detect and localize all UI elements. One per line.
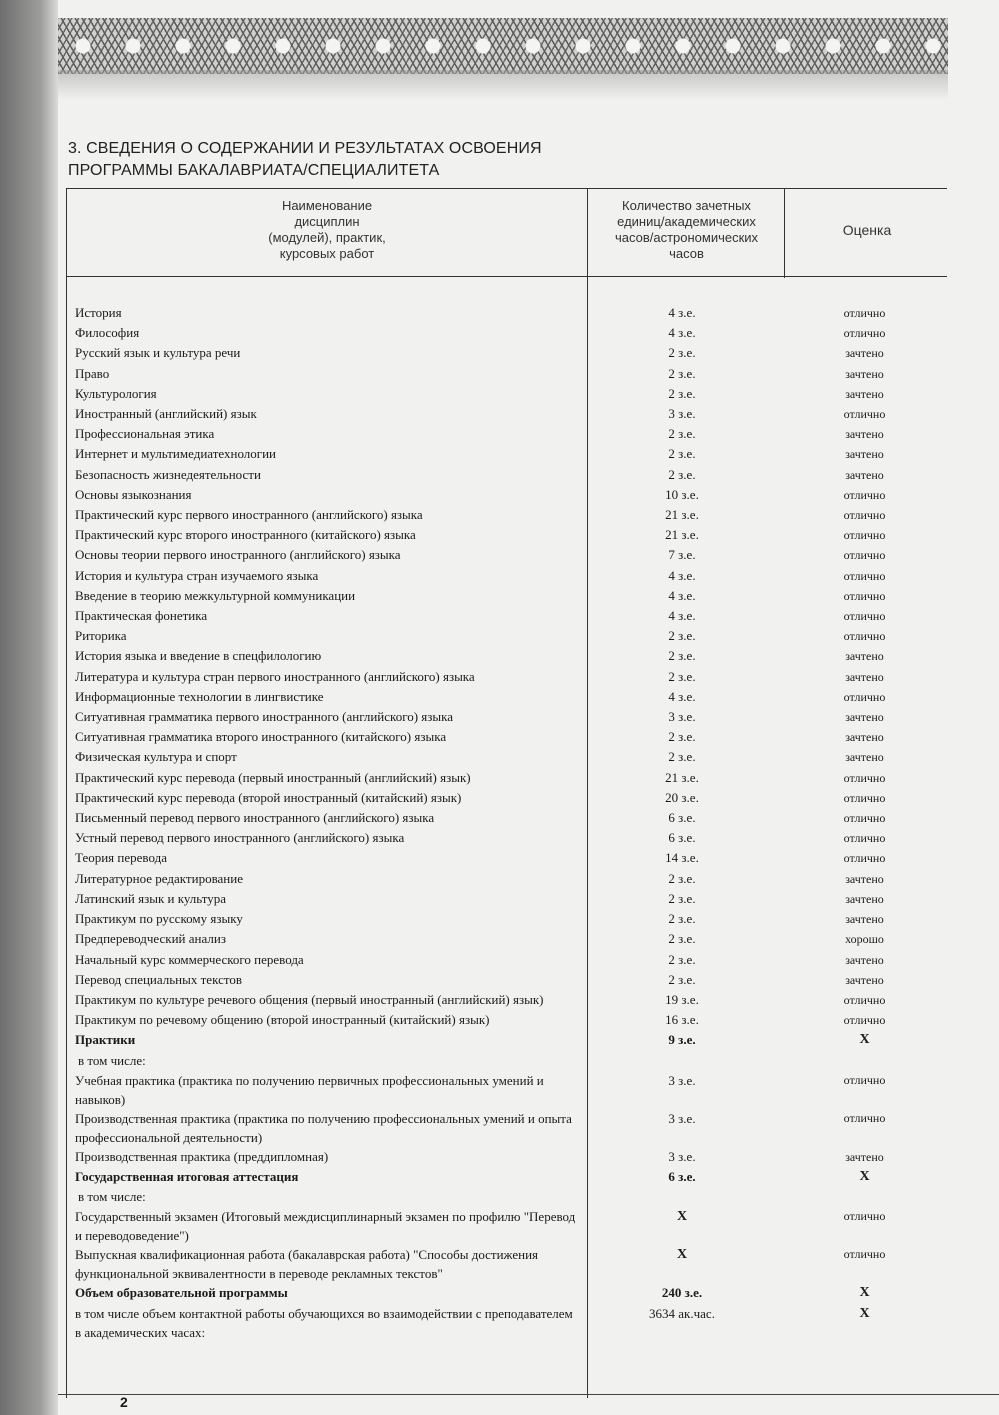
grade: отлично <box>843 851 886 866</box>
discipline-name: Учебная практика (практика по получению первичных профессиональных умений и навыков) <box>75 1072 544 1107</box>
discipline-name: Начальный курс коммерческого перевода <box>75 951 304 967</box>
discipline-name: История языка и введение в спецфилологию <box>75 648 322 664</box>
credit-amount: 3 з.е. <box>668 1072 696 1088</box>
credit-amount: 4 з.е. <box>668 688 696 704</box>
table-row <box>67 404 947 424</box>
discipline-name: Перевод специальных текстов <box>75 971 242 987</box>
discipline-name: Ситуативная грамматика первого иностранного (английского) языка <box>75 709 454 725</box>
discipline-name: Производственная практика (практика по получению профессиональных умений и опыта профессиональной деятельности) <box>75 1110 572 1145</box>
grade: X <box>859 1285 870 1301</box>
table-row <box>67 1283 947 1303</box>
credit-amount: 2 з.е. <box>668 870 696 886</box>
grade: зачтено <box>845 669 884 684</box>
table-row <box>67 1010 947 1030</box>
table-row <box>67 1245 947 1283</box>
discipline-name: Русский язык и культура речи <box>75 345 241 361</box>
credit-amount: 2 з.е. <box>668 931 696 947</box>
discipline-name: Иностранный (английский) язык <box>75 406 257 422</box>
table-row <box>67 707 947 727</box>
discipline-name: Основы языкознания <box>75 486 192 502</box>
credit-amount <box>582 1051 782 1071</box>
discipline-name: Литературное редактирование <box>75 870 243 886</box>
credit-amount: 4 з.е. <box>668 608 696 624</box>
grade: отлично <box>843 407 886 422</box>
header-qty-line: часов/астрономических <box>614 230 759 245</box>
table-row <box>67 505 947 525</box>
credit-amount: 2 з.е. <box>668 385 696 401</box>
grade: зачтено <box>845 386 884 401</box>
discipline-name: Право <box>75 365 110 381</box>
table-row <box>67 323 947 343</box>
discipline-name: в том числе: <box>78 1052 146 1068</box>
grade: отлично <box>843 770 886 785</box>
header-bottom-border <box>67 276 947 277</box>
grade: отлично <box>843 588 886 603</box>
table-row <box>67 1071 947 1109</box>
table-row <box>67 1109 947 1147</box>
credit-amount: 2 з.е. <box>668 749 696 765</box>
table-row <box>67 970 947 990</box>
discipline-name: Философия <box>75 325 140 341</box>
credit-amount: 2 з.е. <box>668 365 696 381</box>
discipline-name: Практикум по русскому языку <box>75 911 243 927</box>
credit-amount: 3634 ак.час. <box>649 1305 715 1321</box>
grade: зачтено <box>845 952 884 967</box>
table-row <box>67 384 947 404</box>
discipline-name: Письменный перевод первого иностранного (английского) языка <box>75 810 435 826</box>
grade: отлично <box>843 811 886 826</box>
grade: зачтено <box>845 972 884 987</box>
table-row <box>67 747 947 767</box>
grade: зачтено <box>845 871 884 886</box>
grade: хорошо <box>845 932 884 947</box>
grade: отлично <box>843 992 886 1007</box>
binding-gutter <box>0 0 58 1415</box>
table-row <box>67 606 947 626</box>
table-row <box>67 626 947 646</box>
table-row <box>67 788 947 808</box>
credit-amount: 3 з.е. <box>668 1148 696 1164</box>
credit-amount: 2 з.е. <box>668 446 696 462</box>
grade: зачтено <box>845 467 884 482</box>
header-qty <box>589 198 784 262</box>
credit-amount: 9 з.е. <box>668 1032 696 1048</box>
discipline-name: Государственный экзамен (Итоговый междисциплинарный экзамен по профилю "Перевод и переводоведение") <box>75 1209 576 1244</box>
credit-amount: 7 з.е. <box>668 547 696 563</box>
grade: отлично <box>843 1247 886 1262</box>
credit-amount: 6 з.е. <box>668 830 696 846</box>
credit-amount: 2 з.е. <box>668 890 696 906</box>
discipline-name: Выпускная квалификационная работа (бакалаврская работа) "Способы достижения функциональной эквивалентности в переводе рекламных текстов" <box>75 1247 539 1282</box>
decorative-border <box>58 18 948 74</box>
table-row <box>67 1051 947 1071</box>
grade: отлично <box>843 629 886 644</box>
discipline-name: Практикум по культуре речевого общения (первый иностранный (английский) язык) <box>75 991 544 1007</box>
table-row <box>67 364 947 384</box>
grade: отлично <box>843 831 886 846</box>
credit-amount: 2 з.е. <box>668 345 696 361</box>
table-row <box>67 525 947 545</box>
discipline-name: Культурология <box>75 385 157 401</box>
credit-amount: 4 з.е. <box>668 325 696 341</box>
table-row <box>67 808 947 828</box>
table-row <box>67 990 947 1010</box>
table-row <box>67 687 947 707</box>
discipline-name: Практическая фонетика <box>75 608 208 624</box>
grade: зачтено <box>845 891 884 906</box>
grade: зачтено <box>845 750 884 765</box>
grade: отлично <box>843 326 886 341</box>
table-row <box>67 727 947 747</box>
credit-amount: 2 з.е. <box>668 971 696 987</box>
section-title <box>68 138 542 182</box>
credit-amount: 2 з.е. <box>668 668 696 684</box>
discipline-name: Практический курс второго иностранного (китайского) языка <box>75 527 416 543</box>
discipline-name: Практикум по речевому общению (второй иностранный (китайский) язык) <box>75 1012 490 1028</box>
table-row <box>67 828 947 848</box>
header-grade: Оценка <box>842 222 892 238</box>
table-row <box>67 1207 947 1245</box>
header-qty-line: часов <box>669 246 704 261</box>
credit-amount: 240 з.е. <box>661 1285 703 1301</box>
table-row <box>67 1147 947 1167</box>
grade <box>782 1187 947 1207</box>
table-row <box>67 566 947 586</box>
column-divider-2 <box>784 188 785 278</box>
decorative-border-fade <box>58 70 948 100</box>
header-name <box>207 198 447 262</box>
grade: зачтено <box>845 427 884 442</box>
discipline-name: Практический курс перевода (первый иностранный (английский) язык) <box>75 769 471 785</box>
table-row <box>67 586 947 606</box>
grade: отлично <box>843 609 886 624</box>
table-row <box>67 1304 947 1342</box>
credit-amount: 19 з.е. <box>665 991 699 1007</box>
credit-amount: 3 з.е. <box>668 1110 696 1126</box>
credit-amount: 20 з.е. <box>665 789 699 805</box>
grade: отлично <box>843 689 886 704</box>
grade: зачтено <box>845 346 884 361</box>
discipline-name: Государственная итоговая аттестация <box>75 1168 299 1184</box>
discipline-name: Профессиональная этика <box>75 426 215 442</box>
grade: зачтено <box>845 710 884 725</box>
discipline-name: Риторика <box>75 628 127 644</box>
grade: отлично <box>843 1209 886 1224</box>
credit-amount <box>582 1187 782 1207</box>
table-row <box>67 1187 947 1207</box>
document-page <box>58 0 999 1415</box>
credit-amount: 14 з.е. <box>665 850 699 866</box>
table-row <box>67 667 947 687</box>
credit-amount: X <box>676 1247 688 1263</box>
grade: зачтено <box>845 649 884 664</box>
credit-amount: 10 з.е. <box>665 486 699 502</box>
table-row <box>67 1030 947 1050</box>
grade: отлично <box>843 487 886 502</box>
credit-amount: 6 з.е. <box>668 1168 696 1184</box>
grade: X <box>859 1168 870 1184</box>
discipline-name: История и культура стран изучаемого языка <box>75 567 319 583</box>
header-name-line: (модулей), практик, <box>268 230 386 245</box>
grade: отлично <box>843 790 886 805</box>
table-body <box>67 303 947 1342</box>
discipline-name: Литература и культура стран первого иностранного (английского) языка <box>75 668 475 684</box>
discipline-name: Безопасность жизнедеятельности <box>75 466 261 482</box>
table-row <box>67 485 947 505</box>
discipline-name: в том числе: <box>78 1189 146 1205</box>
table-row <box>67 950 947 970</box>
grade: зачтено <box>845 447 884 462</box>
discipline-name: Предпереводческий анализ <box>75 931 226 947</box>
grade: отлично <box>843 306 886 320</box>
table-row <box>67 1167 947 1187</box>
credit-amount: 2 з.е. <box>668 729 696 745</box>
footer-rule <box>58 1394 999 1395</box>
grade: X <box>859 1305 870 1321</box>
table-row <box>67 343 947 363</box>
grade: отлично <box>843 528 886 543</box>
disciplines-table <box>66 188 947 1398</box>
grade: отлично <box>843 548 886 563</box>
grade: отлично <box>843 1072 886 1087</box>
discipline-name: Практический курс первого иностранного (английского) языка <box>75 507 423 523</box>
discipline-name: Практический курс перевода (второй иностранный (китайский) язык) <box>75 789 462 805</box>
credit-amount: 16 з.е. <box>665 1012 699 1028</box>
discipline-name: Устный перевод первого иностранного (английского) языка <box>75 830 405 846</box>
discipline-name: Основы теории первого иностранного (английского) языка <box>75 547 401 563</box>
table-row <box>67 848 947 868</box>
credit-amount: 3 з.е. <box>668 406 696 422</box>
credit-amount: 2 з.е. <box>668 466 696 482</box>
discipline-name: История <box>75 305 122 320</box>
grade: отлично <box>843 1110 886 1125</box>
section-title-line-1: 3. СВЕДЕНИЯ О СОДЕРЖАНИИ И РЕЗУЛЬТАТАХ ОСВОЕНИЯ <box>68 140 542 157</box>
grade: отлично <box>843 1013 886 1028</box>
credit-amount: 2 з.е. <box>668 628 696 644</box>
grade: X <box>859 1032 870 1048</box>
credit-amount: 2 з.е. <box>668 911 696 927</box>
discipline-name: Объем образовательной программы <box>75 1285 288 1301</box>
page-number: 2 <box>120 1394 128 1410</box>
grade: зачтено <box>845 912 884 927</box>
grade: отлично <box>843 568 886 583</box>
discipline-name: Производственная практика (преддипломная) <box>75 1148 329 1164</box>
table-top-border <box>67 188 947 189</box>
credit-amount: 6 з.е. <box>668 810 696 826</box>
discipline-name: Практики <box>75 1032 136 1048</box>
discipline-name: Введение в теорию межкультурной коммуникации <box>75 587 356 603</box>
credit-amount: 4 з.е. <box>668 567 696 583</box>
grade: зачтено <box>845 730 884 745</box>
grade: зачтено <box>845 1149 884 1164</box>
credit-amount: 3 з.е. <box>668 709 696 725</box>
header-name-line: курсовых работ <box>279 246 375 261</box>
discipline-name: Физическая культура и спорт <box>75 749 237 765</box>
discipline-name: Теория перевода <box>75 850 167 866</box>
section-title-line-2: ПРОГРАММЫ БАКАЛАВРИАТА/СПЕЦИАЛИТЕТА <box>68 162 440 179</box>
discipline-name: Ситуативная грамматика второго иностранного (китайского) языка <box>75 729 447 745</box>
header-name-line: Наименование <box>281 198 373 213</box>
table-row <box>67 646 947 666</box>
credit-amount: 21 з.е. <box>665 507 699 523</box>
credit-amount: X <box>676 1209 688 1225</box>
credit-amount: 2 з.е. <box>668 951 696 967</box>
table-row <box>67 929 947 949</box>
grade <box>782 1051 947 1071</box>
discipline-name: Интернет и мультимедиатехнологии <box>75 446 277 462</box>
credit-amount: 4 з.е. <box>668 587 696 603</box>
table-row <box>67 444 947 464</box>
table-row <box>67 545 947 565</box>
discipline-name: в том числе объем контактной работы обучающихся во взаимодействии с преподавателем в академических часах: <box>75 1305 573 1340</box>
table-row <box>67 465 947 485</box>
table-row <box>67 424 947 444</box>
table-row <box>67 909 947 929</box>
table-row <box>67 869 947 889</box>
grade: зачтено <box>845 366 884 381</box>
table-row <box>67 303 947 323</box>
table-row <box>67 768 947 788</box>
credit-amount: 4 з.е. <box>668 305 696 320</box>
table-row <box>67 889 947 909</box>
header-qty-line: единиц/академических <box>617 214 756 229</box>
credit-amount: 21 з.е. <box>665 769 699 785</box>
credit-amount: 21 з.е. <box>665 527 699 543</box>
credit-amount: 2 з.е. <box>668 648 696 664</box>
header-name-line: дисциплин <box>294 214 360 229</box>
header-qty-line: Количество зачетных <box>622 198 751 213</box>
discipline-name: Информационные технологии в лингвистике <box>75 688 324 704</box>
discipline-name: Латинский язык и культура <box>75 890 226 906</box>
credit-amount: 2 з.е. <box>668 426 696 442</box>
grade: отлично <box>843 508 886 523</box>
